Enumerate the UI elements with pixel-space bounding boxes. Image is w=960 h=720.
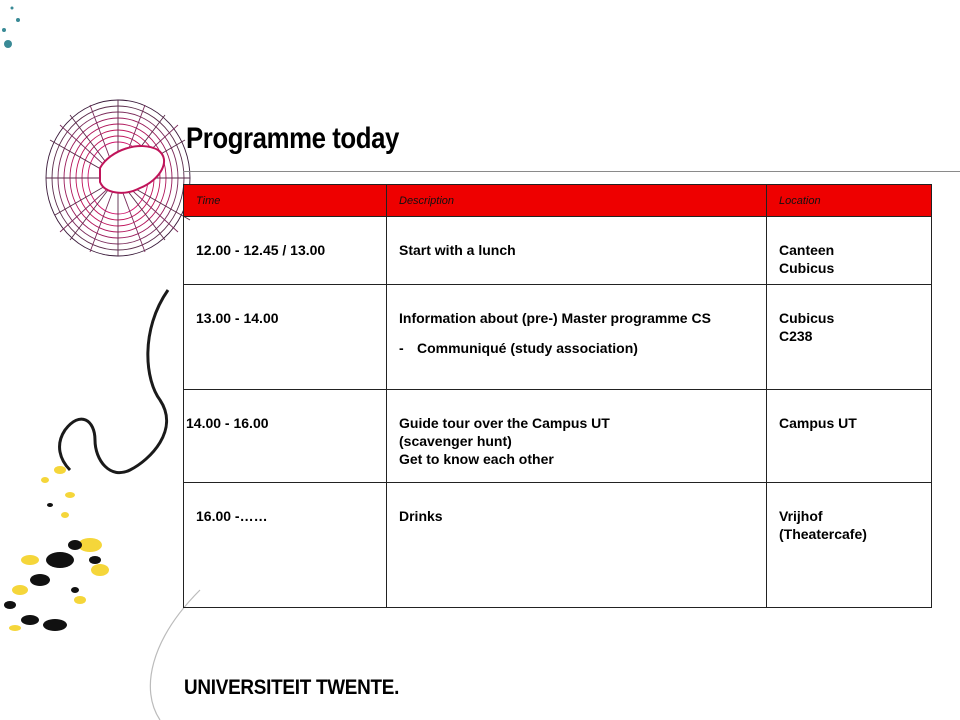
description-sub-item bbox=[399, 339, 754, 357]
programme-table bbox=[183, 184, 932, 608]
location-cell bbox=[767, 217, 932, 285]
table-header-row bbox=[184, 185, 932, 217]
decorative-black-swirl bbox=[60, 290, 168, 473]
sub-item-text: Communiqué (study association) bbox=[417, 340, 638, 356]
description-line: (scavenger hunt) bbox=[399, 433, 512, 449]
description-line: Get to know each other bbox=[399, 451, 554, 467]
time-cell: 16.00 -…… bbox=[184, 483, 387, 608]
decorative-dots-top bbox=[2, 7, 20, 49]
time-cell: 14.00 - 16.00 bbox=[184, 390, 387, 483]
location-line: Vrijhof bbox=[779, 508, 823, 524]
time-cell: 12.00 - 12.45 / 13.00 bbox=[184, 217, 387, 285]
sub-item-marker: - bbox=[399, 340, 404, 356]
decorative-mesh-shape bbox=[46, 100, 190, 256]
description-text: Information about (pre-) Master programme CS bbox=[399, 310, 711, 326]
table-row bbox=[184, 390, 932, 483]
table-row bbox=[184, 285, 932, 390]
column-header-description: Description bbox=[387, 185, 767, 217]
location-line: Cubicus bbox=[779, 260, 835, 276]
table-row bbox=[184, 217, 932, 285]
location-line: (Theatercafe) bbox=[779, 526, 867, 542]
decorative-grey-curve bbox=[150, 590, 200, 720]
description-cell bbox=[387, 390, 767, 483]
description-cell: Drinks bbox=[387, 483, 767, 608]
decorative-blobs bbox=[4, 466, 109, 631]
mesh-hole bbox=[100, 146, 164, 193]
table-row bbox=[184, 483, 932, 608]
location-cell bbox=[767, 483, 932, 608]
column-header-location: Location bbox=[767, 185, 932, 217]
description-cell: Start with a lunch bbox=[387, 217, 767, 285]
time-cell: 13.00 - 14.00 bbox=[184, 285, 387, 390]
title-divider bbox=[183, 171, 960, 172]
slide-title: Programme today bbox=[186, 122, 399, 155]
description-cell bbox=[387, 285, 767, 390]
location-line: Canteen bbox=[779, 242, 835, 258]
university-logo: UNIVERSITEIT TWENTE. bbox=[184, 676, 400, 699]
description-line: Guide tour over the Campus UT bbox=[399, 415, 610, 431]
location-line: C238 bbox=[779, 328, 813, 344]
location-line: Cubicus bbox=[779, 310, 835, 326]
column-header-time: Time bbox=[184, 185, 387, 217]
location-cell: Campus UT bbox=[767, 390, 932, 483]
location-cell bbox=[767, 285, 932, 390]
